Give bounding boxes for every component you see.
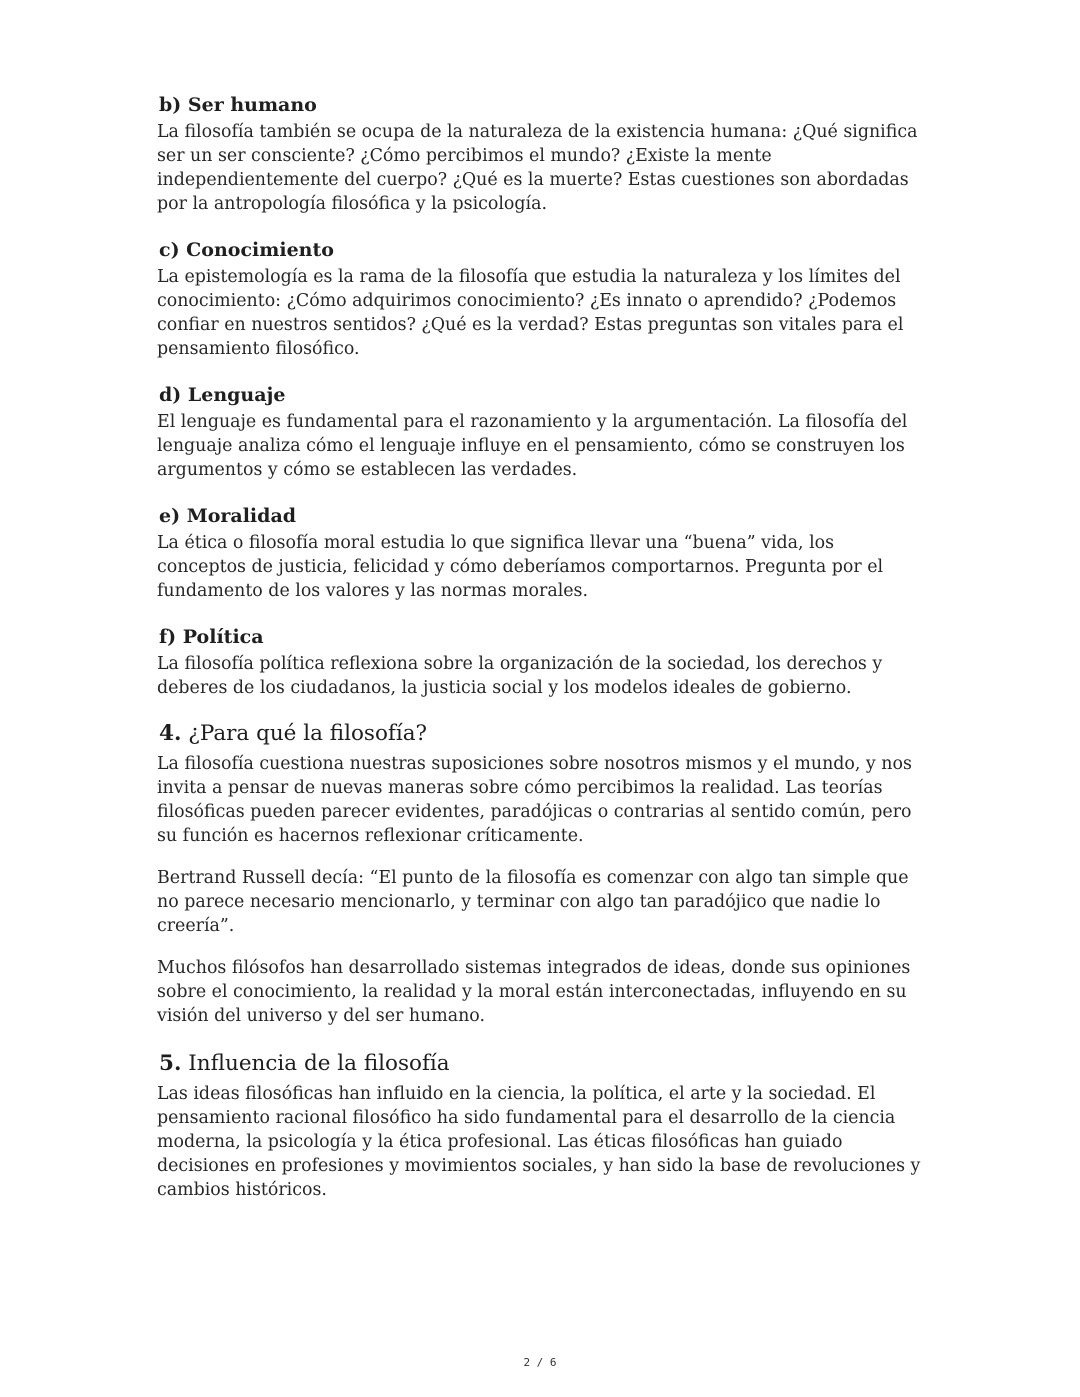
subsection-paragraph: La ética o filosofía moral estudia lo que significa llevar una “buena” vida, los conceptos de justicia, felicidad y cómo deberíamos comportarnos. Pregunta por el fundamento de los valores y las normas morales. xyxy=(157,533,884,601)
subsection-heading: e) Moralidad xyxy=(159,505,297,527)
section-paragraph: La filosofía cuestiona nuestras suposiciones sobre nosotros mismos y el mundo, y nos invita a pensar de nuevas maneras sobre cómo percibimos la realidad. Las teorías filosóficas pueden parecer evidentes, paradójicas o contrarias al sentido común, pero su función es hacernos reflexionar críticamente. xyxy=(157,754,912,846)
subsection-heading: c) Conocimiento xyxy=(159,239,334,261)
section-paragraph: Bertrand Russell decía: “El punto de la filosofía es comenzar con algo tan simple que no parece necesario mencionarlo, y terminar con algo tan paradójico que nadie lo creería”. xyxy=(157,868,909,936)
subsection-lenguaje xyxy=(157,382,927,482)
subsection-heading: f) Política xyxy=(159,626,264,648)
section-title-text: Influencia de la filosofía xyxy=(188,1051,450,1076)
subsection-paragraph: El lenguaje es fundamental para el razonamiento y la argumentación. La filosofía del lenguaje analiza cómo el lenguaje influye en el pensamiento, cómo se construyen los argumentos y cómo se establecen las verdades. xyxy=(157,412,908,480)
section-number: 5. xyxy=(159,1051,182,1076)
section-title xyxy=(157,720,927,748)
section-title xyxy=(157,1050,927,1078)
section-number: 4. xyxy=(159,721,182,746)
subsection-moralidad xyxy=(157,503,927,603)
subsection-politica xyxy=(157,624,927,700)
subsection-paragraph: La epistemología es la rama de la filosofía que estudia la naturaleza y los límites del conocimiento: ¿Cómo adquirimos conocimiento? ¿Es innato o aprendido? ¿Podemos confiar en nuestros sentidos? ¿Qué es la verdad? Estas preguntas son vitales para el pensamiento filosófico. xyxy=(157,267,904,359)
subsection-paragraph: La filosofía también se ocupa de la naturaleza de la existencia humana: ¿Qué significa ser un ser consciente? ¿Cómo percibimos el mundo? ¿Existe la mente independientemente del cuerpo? ¿Qué es la muerte? Estas cuestiones son abordadas por la antropología filosófica y la psicología. xyxy=(157,122,918,214)
subsection-paragraph: La filosofía política reflexiona sobre la organización de la sociedad, los derechos y deberes de los ciudadanos, la justicia social y los modelos ideales de gobierno. xyxy=(157,654,883,698)
section-para-que-la-filosofia xyxy=(157,720,927,1028)
subsection-ser-humano xyxy=(157,92,927,216)
page-indicator: 2 / 6 xyxy=(523,1356,557,1369)
document-page xyxy=(157,92,927,1220)
section-title-text: ¿Para qué la filosofía? xyxy=(188,721,428,746)
section-paragraph: Muchos filósofos han desarrollado sistemas integrados de ideas, donde sus opiniones sobre el conocimiento, la realidad y la moral están interconectadas, influyendo en su visión del universo y del ser humano. xyxy=(157,958,911,1026)
subsection-heading: b) Ser humano xyxy=(159,94,317,116)
subsection-heading: d) Lenguaje xyxy=(159,384,286,406)
subsection-conocimiento xyxy=(157,237,927,361)
section-influencia-de-la-filosofia xyxy=(157,1050,927,1202)
section-paragraph: Las ideas filosóficas han influido en la ciencia, la política, el arte y la sociedad. El pensamiento racional filosófico ha sido fundamental para el desarrollo de la ciencia moderna, la psicología y la ética profesional. Las éticas filosóficas han guiado decisiones en profesiones y movimientos sociales, y han sido la base de revoluciones y cambios históricos. xyxy=(157,1084,921,1200)
